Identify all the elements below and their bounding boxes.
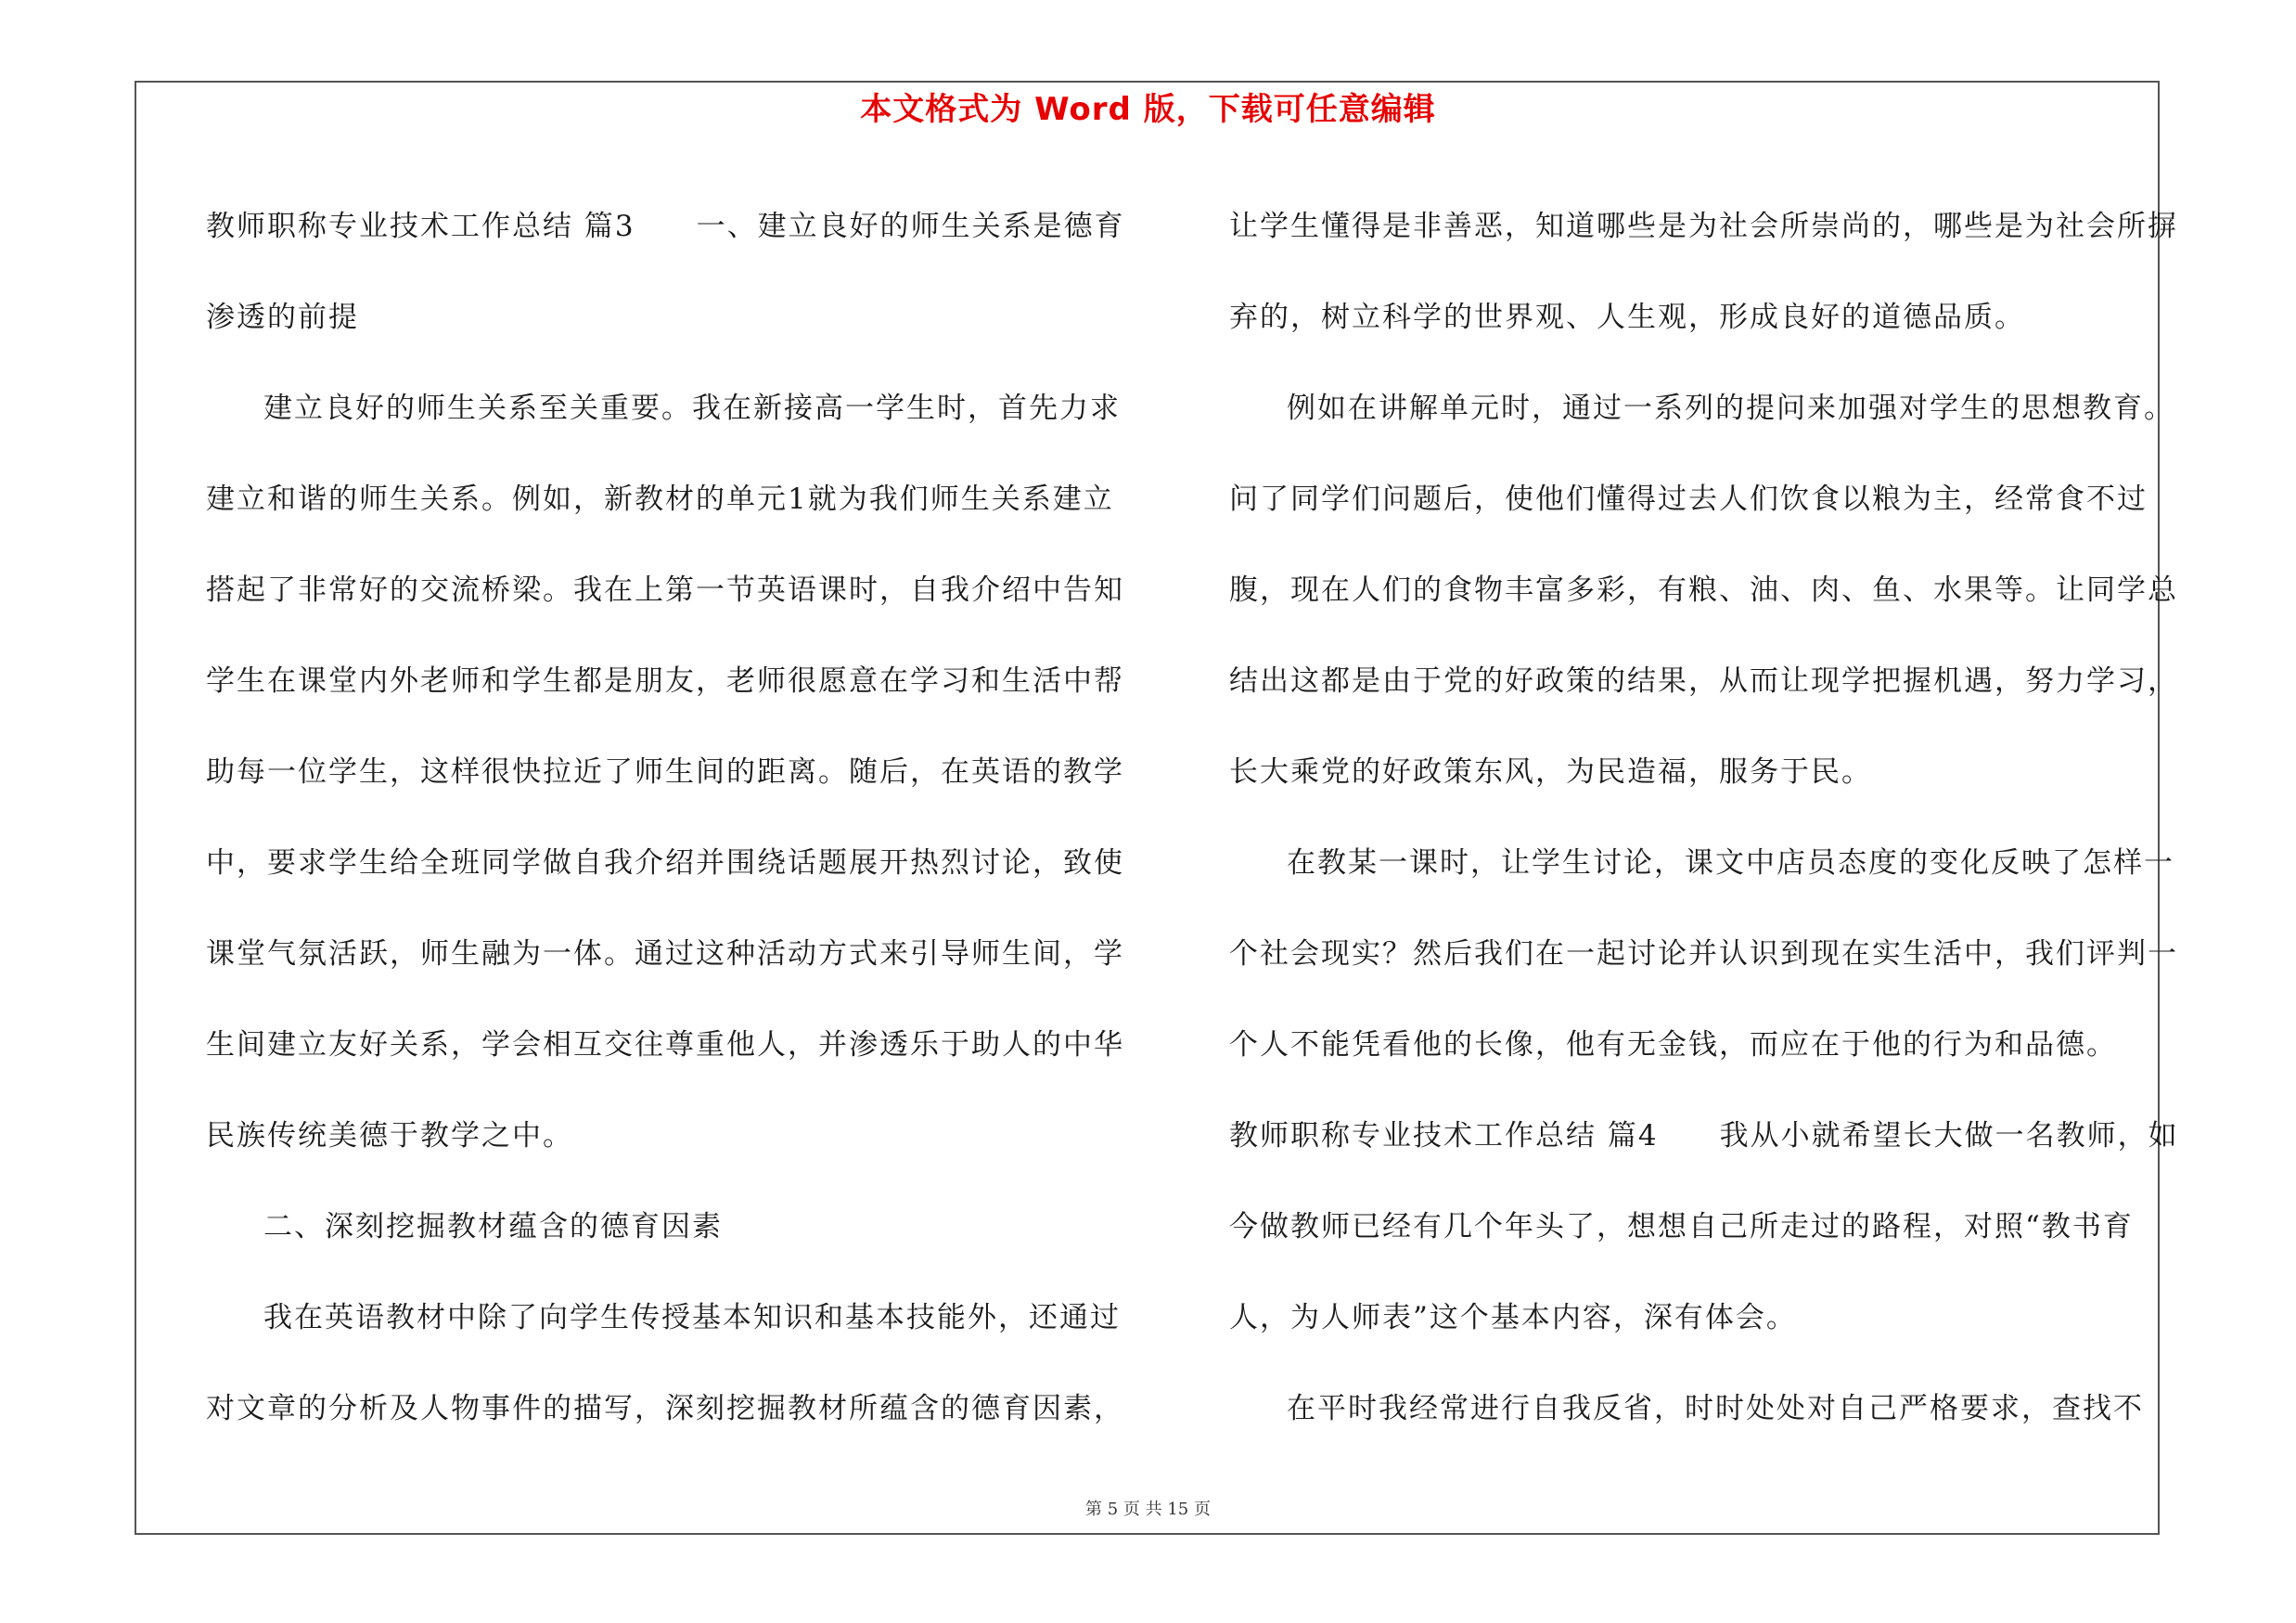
right-column xyxy=(1229,181,2194,1454)
body-paragraph: 建立良好的师生关系至关重要。我在新接高一学生时，首先力求建立和谐的师生关系。例如，新教材的单元1就为我们师生关系建立搭起了非常好的交流桥梁。我在上第一节英语课时，自我介绍中告知学生在课堂内外老师和学生都是朋友，老师很愿意在学习和生活中帮助每一位学生，这样很快拉近了师生间的距离。随后，在英语的教学中，要求学生给全班同学做自我介绍并围绕话题展开热烈讨论，致使课堂气氛活跃，师生融为一体。通过这种活动方式来引导师生间，学生间建立友好关系，学会相互交往尊重他人，并渗透乐于助人的中华民族传统美德于教学之中。 xyxy=(206,392,1124,1153)
body-paragraph: 例如在讲解单元时，通过一系列的提问来加强对学生的思想教育。问了同学们问题后，使他们懂得过去人们饮食以粮为主，经常食不过腹，现在人们的食物丰富多彩，有粮、油、肉、鱼、水果等。让同学总结出这都是由于党的好政策的结果，从而让现学把握机遇，努力学习，长大乘党的好政策东风，为民造福，服务于民。 xyxy=(1229,392,2178,789)
body-paragraph: 让学生懂得是非善恶，知道哪些是为社会所崇尚的，哪些是为社会所摒弃的，树立科学的世界观、人生观，形成良好的道德品质。 xyxy=(1229,210,2178,334)
body-paragraph: 在教某一课时，让学生讨论，课文中店员态度的变化反映了怎样一个社会现实？然后我们在一起讨论并认识到现在实生活中，我们评判一个人不能凭看他的长像，他有无金钱，而应在于他的行为和品德。 xyxy=(1229,846,2178,1062)
subheading-paragraph: 二、深刻挖掘教材蕴含的德育因素 xyxy=(263,1210,723,1243)
section-heading-paragraph: 教师职称专业技术工作总结 篇4 我从小就希望长大做一名教师，如今做教师已经有几个年头了，想想自己所走过的路程，对照“教书育人，为人师表”这个基本内容，深有体会。 xyxy=(1229,1119,2179,1334)
body-paragraph: 我在英语教材中除了向学生传授基本知识和基本技能外，还通过对文章的分析及人物事件的描写，深刻挖掘教材所蕴含的德育因素， xyxy=(206,1301,1124,1425)
format-banner: 本文格式为 Word 版，下载可任意编辑 xyxy=(860,91,1436,128)
left-column xyxy=(206,181,1134,1454)
section-heading-paragraph: 教师职称专业技术工作总结 篇3 一、建立良好的师生关系是德育渗透的前提 xyxy=(206,210,1125,334)
body-paragraph: 在平时我经常进行自我反省，时时处处对自己严格要求，查找不 xyxy=(1287,1392,2144,1425)
page-number-footer: 第 5 页 共 15 页 xyxy=(1085,1500,1211,1519)
